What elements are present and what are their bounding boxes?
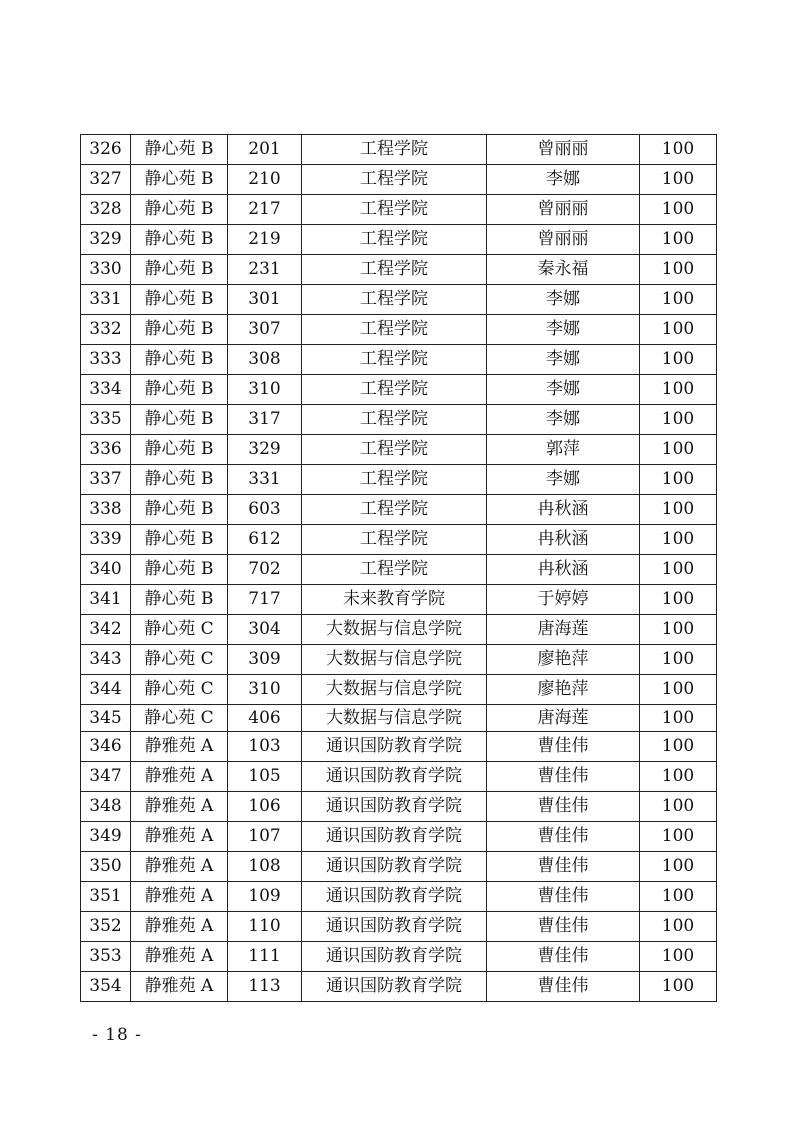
table-row <box>81 675 717 705</box>
table-row <box>81 135 717 165</box>
room-cell: 309 <box>228 645 302 675</box>
score-cell: 100 <box>640 972 717 1002</box>
building-cell: 静心苑 C <box>131 705 228 732</box>
table-row <box>81 792 717 822</box>
college-cell: 大数据与信息学院 <box>302 645 487 675</box>
person-cell: 曹佳伟 <box>487 972 640 1002</box>
college-cell: 大数据与信息学院 <box>302 705 487 732</box>
room-cell: 103 <box>228 732 302 762</box>
score-cell: 100 <box>640 285 717 315</box>
person-cell: 李娜 <box>487 285 640 315</box>
room-cell: 331 <box>228 465 302 495</box>
college-cell: 通识国防教育学院 <box>302 762 487 792</box>
college-cell: 工程学院 <box>302 165 487 195</box>
building-cell: 静雅苑 A <box>131 732 228 762</box>
row-number-cell: 353 <box>81 942 131 972</box>
score-cell: 100 <box>640 345 717 375</box>
table-row <box>81 405 717 435</box>
room-cell: 612 <box>228 525 302 555</box>
table-row <box>81 315 717 345</box>
row-number-cell: 334 <box>81 375 131 405</box>
score-cell: 100 <box>640 852 717 882</box>
building-cell: 静心苑 B <box>131 525 228 555</box>
score-cell: 100 <box>640 435 717 465</box>
person-cell: 曹佳伟 <box>487 762 640 792</box>
room-cell: 310 <box>228 375 302 405</box>
row-number-cell: 327 <box>81 165 131 195</box>
table-row <box>81 495 717 525</box>
row-number-cell: 348 <box>81 792 131 822</box>
building-cell: 静雅苑 A <box>131 822 228 852</box>
score-cell: 100 <box>640 195 717 225</box>
score-cell: 100 <box>640 315 717 345</box>
score-cell: 100 <box>640 165 717 195</box>
score-cell: 100 <box>640 495 717 525</box>
building-cell: 静雅苑 A <box>131 912 228 942</box>
row-number-cell: 347 <box>81 762 131 792</box>
room-cell: 310 <box>228 675 302 705</box>
table-row <box>81 645 717 675</box>
table-row <box>81 375 717 405</box>
building-cell: 静心苑 B <box>131 255 228 285</box>
college-cell: 未来教育学院 <box>302 585 487 615</box>
person-cell: 曹佳伟 <box>487 732 640 762</box>
score-cell: 100 <box>640 525 717 555</box>
table-row <box>81 465 717 495</box>
row-number-cell: 351 <box>81 882 131 912</box>
room-cell: 308 <box>228 345 302 375</box>
table-row <box>81 615 717 645</box>
college-cell: 工程学院 <box>302 435 487 465</box>
building-cell: 静心苑 B <box>131 465 228 495</box>
building-cell: 静心苑 B <box>131 315 228 345</box>
score-cell: 100 <box>640 822 717 852</box>
college-cell: 通识国防教育学院 <box>302 942 487 972</box>
score-cell: 100 <box>640 615 717 645</box>
room-cell: 107 <box>228 822 302 852</box>
score-cell: 100 <box>640 882 717 912</box>
college-cell: 大数据与信息学院 <box>302 675 487 705</box>
score-cell: 100 <box>640 555 717 585</box>
row-number-cell: 336 <box>81 435 131 465</box>
person-cell: 李娜 <box>487 375 640 405</box>
college-cell: 工程学院 <box>302 195 487 225</box>
row-number-cell: 352 <box>81 912 131 942</box>
score-cell: 100 <box>640 135 717 165</box>
room-cell: 301 <box>228 285 302 315</box>
building-cell: 静心苑 C <box>131 615 228 645</box>
room-cell: 307 <box>228 315 302 345</box>
row-number-cell: 346 <box>81 732 131 762</box>
room-cell: 219 <box>228 225 302 255</box>
score-cell: 100 <box>640 375 717 405</box>
score-cell: 100 <box>640 762 717 792</box>
score-cell: 100 <box>640 255 717 285</box>
score-cell: 100 <box>640 792 717 822</box>
person-cell: 李娜 <box>487 315 640 345</box>
row-number-cell: 332 <box>81 315 131 345</box>
college-cell: 工程学院 <box>302 525 487 555</box>
person-cell: 曹佳伟 <box>487 822 640 852</box>
table-row <box>81 822 717 852</box>
room-cell: 109 <box>228 882 302 912</box>
person-cell: 曾丽丽 <box>487 195 640 225</box>
college-cell: 通识国防教育学院 <box>302 822 487 852</box>
college-cell: 通识国防教育学院 <box>302 852 487 882</box>
building-cell: 静心苑 C <box>131 645 228 675</box>
page-number: - 18 - <box>92 1025 142 1045</box>
table-row <box>81 525 717 555</box>
room-cell: 717 <box>228 585 302 615</box>
row-number-cell: 330 <box>81 255 131 285</box>
table-row <box>81 762 717 792</box>
room-cell: 106 <box>228 792 302 822</box>
row-number-cell: 349 <box>81 822 131 852</box>
person-cell: 郭萍 <box>487 435 640 465</box>
table-row <box>81 972 717 1002</box>
table-row <box>81 165 717 195</box>
person-cell: 曾丽丽 <box>487 225 640 255</box>
table-row <box>81 345 717 375</box>
table-row <box>81 225 717 255</box>
person-cell: 秦永福 <box>487 255 640 285</box>
building-cell: 静雅苑 A <box>131 882 228 912</box>
room-cell: 108 <box>228 852 302 882</box>
room-cell: 329 <box>228 435 302 465</box>
building-cell: 静雅苑 A <box>131 762 228 792</box>
room-cell: 210 <box>228 165 302 195</box>
person-cell: 李娜 <box>487 165 640 195</box>
score-cell: 100 <box>640 225 717 255</box>
building-cell: 静雅苑 A <box>131 942 228 972</box>
college-cell: 工程学院 <box>302 555 487 585</box>
building-cell: 静雅苑 A <box>131 792 228 822</box>
person-cell: 李娜 <box>487 345 640 375</box>
room-cell: 105 <box>228 762 302 792</box>
room-cell: 406 <box>228 705 302 732</box>
row-number-cell: 335 <box>81 405 131 435</box>
score-cell: 100 <box>640 585 717 615</box>
row-number-cell: 343 <box>81 645 131 675</box>
table-row <box>81 912 717 942</box>
building-cell: 静心苑 B <box>131 165 228 195</box>
person-cell: 曹佳伟 <box>487 792 640 822</box>
building-cell: 静心苑 B <box>131 585 228 615</box>
college-cell: 通识国防教育学院 <box>302 882 487 912</box>
row-number-cell: 333 <box>81 345 131 375</box>
room-cell: 304 <box>228 615 302 645</box>
room-cell: 201 <box>228 135 302 165</box>
score-cell: 100 <box>640 705 717 732</box>
table-row <box>81 732 717 762</box>
person-cell: 曹佳伟 <box>487 852 640 882</box>
person-cell: 曹佳伟 <box>487 912 640 942</box>
college-cell: 工程学院 <box>302 225 487 255</box>
building-cell: 静心苑 B <box>131 135 228 165</box>
table-row <box>81 555 717 585</box>
table-row <box>81 852 717 882</box>
row-number-cell: 354 <box>81 972 131 1002</box>
row-number-cell: 344 <box>81 675 131 705</box>
score-cell: 100 <box>640 942 717 972</box>
person-cell: 冉秋涵 <box>487 495 640 525</box>
table-row <box>81 195 717 225</box>
table-row <box>81 435 717 465</box>
person-cell: 李娜 <box>487 465 640 495</box>
college-cell: 工程学院 <box>302 285 487 315</box>
row-number-cell: 331 <box>81 285 131 315</box>
person-cell: 廖艳萍 <box>487 645 640 675</box>
room-cell: 231 <box>228 255 302 285</box>
building-cell: 静心苑 B <box>131 375 228 405</box>
person-cell: 廖艳萍 <box>487 675 640 705</box>
row-number-cell: 339 <box>81 525 131 555</box>
score-cell: 100 <box>640 405 717 435</box>
building-cell: 静心苑 B <box>131 345 228 375</box>
row-number-cell: 337 <box>81 465 131 495</box>
college-cell: 通识国防教育学院 <box>302 792 487 822</box>
row-number-cell: 326 <box>81 135 131 165</box>
building-cell: 静心苑 B <box>131 555 228 585</box>
row-number-cell: 342 <box>81 615 131 645</box>
score-cell: 100 <box>640 675 717 705</box>
room-cell: 702 <box>228 555 302 585</box>
person-cell: 冉秋涵 <box>487 555 640 585</box>
building-cell: 静心苑 B <box>131 435 228 465</box>
table-row <box>81 942 717 972</box>
person-cell: 曹佳伟 <box>487 882 640 912</box>
table-row <box>81 285 717 315</box>
row-number-cell: 341 <box>81 585 131 615</box>
person-cell: 唐海莲 <box>487 615 640 645</box>
score-cell: 100 <box>640 912 717 942</box>
table-row <box>81 255 717 285</box>
table-row <box>81 585 717 615</box>
building-cell: 静雅苑 A <box>131 852 228 882</box>
college-cell: 工程学院 <box>302 135 487 165</box>
dormitory-score-table <box>80 134 717 1002</box>
college-cell: 工程学院 <box>302 315 487 345</box>
building-cell: 静雅苑 A <box>131 972 228 1002</box>
row-number-cell: 350 <box>81 852 131 882</box>
college-cell: 工程学院 <box>302 465 487 495</box>
table-row <box>81 882 717 912</box>
table-row <box>81 705 717 732</box>
building-cell: 静心苑 B <box>131 195 228 225</box>
building-cell: 静心苑 B <box>131 225 228 255</box>
row-number-cell: 340 <box>81 555 131 585</box>
table-body <box>81 135 717 1002</box>
building-cell: 静心苑 C <box>131 675 228 705</box>
score-cell: 100 <box>640 465 717 495</box>
row-number-cell: 345 <box>81 705 131 732</box>
college-cell: 通识国防教育学院 <box>302 912 487 942</box>
person-cell: 李娜 <box>487 405 640 435</box>
college-cell: 工程学院 <box>302 345 487 375</box>
room-cell: 110 <box>228 912 302 942</box>
building-cell: 静心苑 B <box>131 285 228 315</box>
college-cell: 通识国防教育学院 <box>302 732 487 762</box>
college-cell: 大数据与信息学院 <box>302 615 487 645</box>
person-cell: 冉秋涵 <box>487 525 640 555</box>
person-cell: 曹佳伟 <box>487 942 640 972</box>
college-cell: 通识国防教育学院 <box>302 972 487 1002</box>
room-cell: 603 <box>228 495 302 525</box>
row-number-cell: 338 <box>81 495 131 525</box>
row-number-cell: 328 <box>81 195 131 225</box>
row-number-cell: 329 <box>81 225 131 255</box>
room-cell: 113 <box>228 972 302 1002</box>
score-cell: 100 <box>640 645 717 675</box>
person-cell: 曾丽丽 <box>487 135 640 165</box>
room-cell: 217 <box>228 195 302 225</box>
room-cell: 111 <box>228 942 302 972</box>
building-cell: 静心苑 B <box>131 405 228 435</box>
building-cell: 静心苑 B <box>131 495 228 525</box>
person-cell: 于婷婷 <box>487 585 640 615</box>
score-cell: 100 <box>640 732 717 762</box>
college-cell: 工程学院 <box>302 405 487 435</box>
college-cell: 工程学院 <box>302 375 487 405</box>
college-cell: 工程学院 <box>302 495 487 525</box>
college-cell: 工程学院 <box>302 255 487 285</box>
room-cell: 317 <box>228 405 302 435</box>
person-cell: 唐海莲 <box>487 705 640 732</box>
